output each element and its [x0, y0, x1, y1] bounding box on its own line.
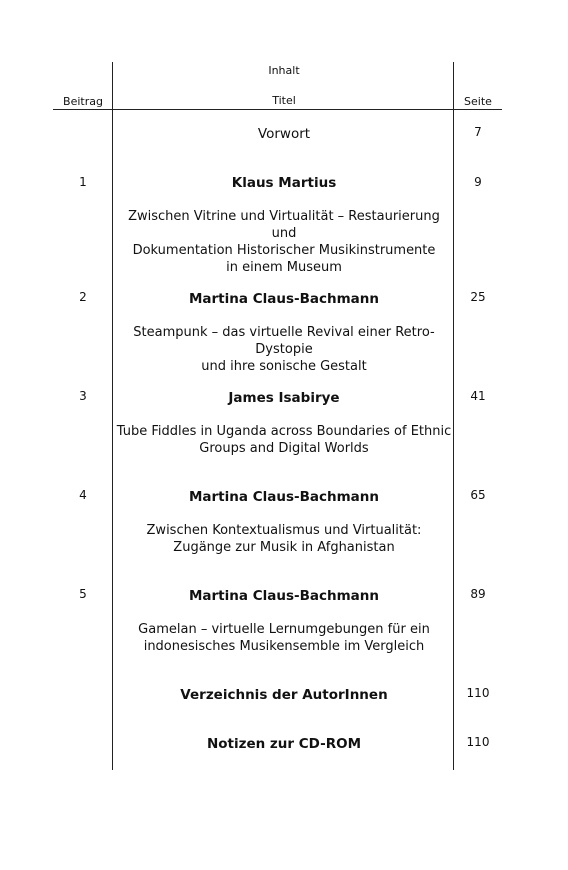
title-line: Gamelan – virtuelle Lernumgebungen für ein: [138, 622, 430, 637]
title-line: Dokumentation Historischer Musikinstrumente: [132, 243, 436, 258]
left-column-rule: [112, 62, 113, 770]
right-column-rule: [453, 62, 454, 770]
page-number: 7: [474, 125, 482, 139]
header-beitrag: Beitrag: [63, 95, 103, 108]
entry-title: [114, 324, 454, 375]
entry-author: Martina Claus-Bachmann: [188, 588, 379, 604]
entry-title: [114, 208, 454, 276]
entry-title: [114, 423, 454, 457]
entry-author: Martina Claus-Bachmann: [188, 489, 379, 505]
entry-number: 4: [79, 488, 87, 502]
entry-author: James Isabirye: [228, 390, 340, 406]
page-number: 110: [466, 735, 490, 749]
entry-title: [114, 621, 454, 655]
title-line: und ihre sonische Gestalt: [201, 359, 367, 374]
entry-number: 3: [79, 389, 87, 403]
entry-title: [114, 522, 454, 556]
page-number: 89: [470, 587, 486, 601]
title-line: Groups and Digital Worlds: [199, 441, 369, 456]
page-number: 110: [466, 686, 490, 700]
header-seite: Seite: [464, 95, 492, 108]
header-titel: Titel: [272, 94, 296, 107]
title-line: Zwischen Kontextualismus und Virtualität:: [146, 523, 422, 538]
title-line: Zugänge zur Musik in Afghanistan: [173, 540, 395, 555]
title-line: Tube Fiddles in Uganda across Boundaries of Ethnic: [116, 424, 452, 439]
entry-author: Martina Claus-Bachmann: [188, 291, 379, 307]
entry-heading-authors: Verzeichnis der AutorInnen: [180, 687, 388, 703]
title-line: Steampunk – das virtuelle Revival einer Retro-Dystopie: [133, 325, 435, 357]
toc-heading: Inhalt: [268, 64, 300, 77]
title-line: in einem Museum: [226, 260, 342, 275]
entry-author: Klaus Martius: [231, 175, 337, 191]
header-rule: [53, 109, 502, 110]
title-line: Zwischen Vitrine und Virtualität – Restaurierung und: [128, 209, 440, 241]
entry-number: 5: [79, 587, 87, 601]
entry-number: 1: [79, 175, 87, 189]
page-number: 65: [470, 488, 486, 502]
page-number: 41: [470, 389, 486, 403]
page-number: 25: [470, 290, 486, 304]
page-number: 9: [474, 175, 482, 189]
entry-number: 2: [79, 290, 87, 304]
entry-heading-vorwort: Vorwort: [257, 126, 311, 142]
entry-heading-cdrom: Notizen zur CD-ROM: [206, 736, 362, 752]
title-line: indonesisches Musikensemble im Vergleich: [143, 639, 425, 654]
